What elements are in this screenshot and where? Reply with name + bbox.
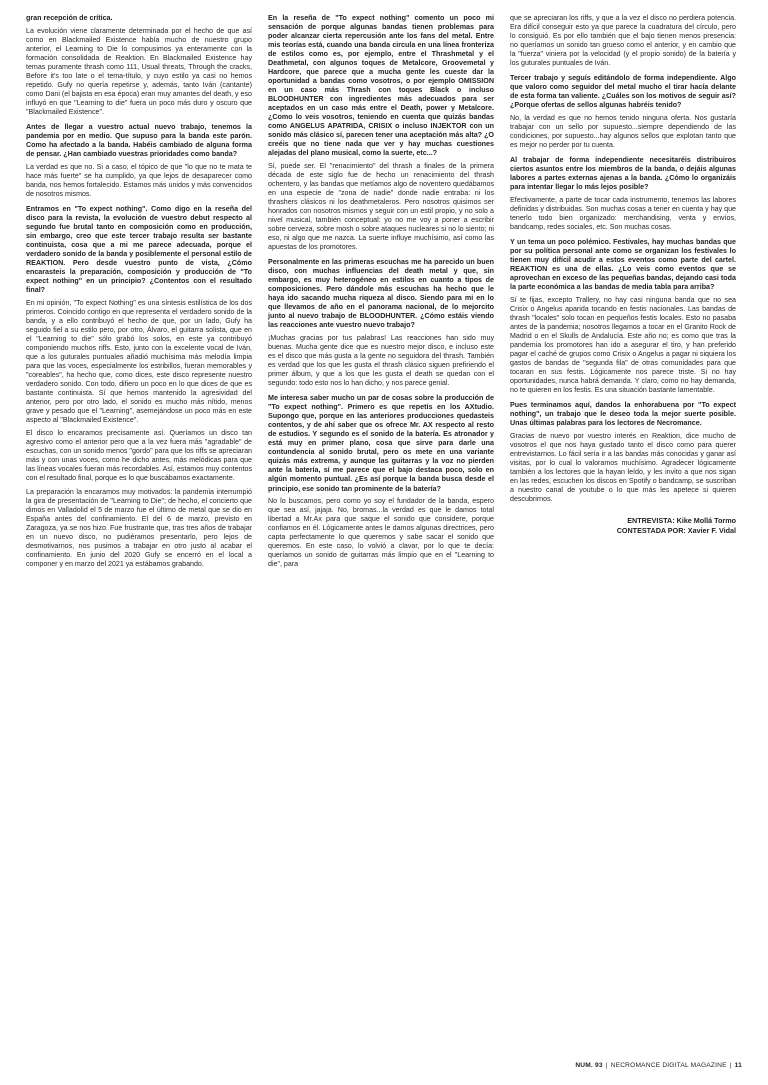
interview-question: Me interesa saber mucho un par de cosas sobre la producción de "To expect nothing". Primero es que repetís en los AXtudio. Supongo que, porque en las anteriores producciones quedasteis contentos, y de ahí saber que os ofrece Mr. AX respecto al resto de estudios. Y segundo es el sonido de la batería. Es atronador y está muy en primer plano, cosa que sirve para darle una contundencia al sonido brutal, pero os mete en una variante quizás más extrema, y aunque las guitarras y la voz no pierden ante la batería, sí me parece que el bajo destaca poco, solo en algún momento puntual. ¿Es así porque la banda busca desde el principio, ese sonido tan prominente de la batería? <box>268 394 494 493</box>
page-footer <box>575 1062 742 1069</box>
interview-answer: Sí te fijas, excepto Trallery, no hay casi ninguna banda que no sea Crisix o Angelus aparida tocando en festis nacionales. Las bandas de thrash "locales" solo tocan en pequeños festis locales. Esto no pasaba antes de la pandemia; nosotros llegamos a tocar en el Granito Rock de Madrid o en el Skulls de Andalucía. Este año no; es como que tras la pandemia los promotores han ido a asegurar el tiro, y han preferido pagar el caché de grupos como Crisix o Angelus a pagar ni siquiera los gastos de bandas de "segunda fila" de otras comunidades para que tocaran en sus festis. Lógicamente nos parece triste. Si no hay oportunidades, nunca habrá demanda. Y claro, como no hay demanda, no te quieren en los festis. Es una situación bastante lamentable. <box>510 296 736 395</box>
article-columns <box>26 14 742 1034</box>
interview-question: En la reseña de "To expect nothing" comento un poco mi sensación de porque algunas bandas tienen problemas para poder alcanzar cierta repercusión ante los fans del metal. Entre mis teorías está, cuando una banda circula en una línea fronteriza de estilos como es, por ejemplo, entre el Thrashmetal y el Deathmetal, con algunos toques de Metalcore, Groovemetal y Hardcore, que parece que a mucha gente les cueste dar la oportunidad a bandas como vosotros, o por ejemplo OMISSION en un caso más Thrash con toques Black o incluso BLOODHUNTER con ingredientes más adecuados para ser aceptados en un caso más entre el Death, power y Metalcore. ¿Como lo veis vosotros, teniendo en cuenta que quizás bandas como ANGELUS APATRIDA, CRISIX o incluso INJEKTOR con un sonido más clásico sí, parecen tener una aceptación más alta? ¿O creéis que no tiene nada que ver y hay muchas cuestiones alejadas del plano musical, como la suerte, etc...? <box>268 14 494 158</box>
footer-separator-2: | <box>729 1062 732 1069</box>
interview-question: Y un tema un poco polémico. Festivales, hay muchas bandas que por su política personal ante como se organizan los festivales lo tienen muy difícil acudir a estos eventos como parte del cartel. REAKTION es una de ellas. ¿Lo veis como eventos que se aprovechan en exceso de las pequeñas bandas, dejando casi toda la parte económica a las bandas de media tabla para arriba? <box>510 238 736 292</box>
article-column-2 <box>268 14 494 1034</box>
interview-answer: Gracias de nuevo por vuestro interés en Reaktion, dice mucho de vosotros el que nos haya gustado tanto el disco como para querer entrevistarnos. Lo fácil sería ir a las bandas más conocidas y ganar así visitas, por lo cual lo valoramos muchísimo. Agradecer lógicamente también a los lectores que la hayan leído, y les invito a que nos sigan en las redes, escuchen los discos en Spotify o bandcamp, se suscriban a nuestro canal de youtube o lo que más les apetece si quieren descubrirnos. <box>510 432 736 504</box>
interview-question: Pues terminamos aquí, dandos la enhorabuena por "To expect nothing", un trabajo que le deseo toda la mejor suerte posible. Unas últimas palabras para los lectores de Necromance. <box>510 401 736 428</box>
interview-answer: Sí, puede ser. El "renacimiento" del thrash a finales de la primera década de este siglo fue de hecho un renacimiento del thrash ochentero, y las bandas que metíamos algo de noventero quedábamos en una especie de "zona de nadie" donde nadie entraba: ni los thrashers clásicos ni los deathmetaleros. Pero nosotros quisimos ser honrados con nosotros mismos y seguir con un estil propio, y no solo a nivel musical, también conceptual: yo no me voy a poner a escribir sobre cerveza, sobre mosh o sobre ataques nucleares si no lo siento; ni eso, ni algo que me nazca. La suerte influye muchísimo, así como las apuestas de los promotores. <box>268 162 494 252</box>
article-column-3 <box>510 14 736 1034</box>
interview-answer: Efectivamente, a parte de tocar cada instrumento, tenemos las labores definidas y distribuidas. Son muchas cosas a tener en cuenta y hay que tenerlo todo bien organizado: merchandising, venta y envíos, bandcamp, redes sociales, etc. Son muchas cosas. <box>510 196 736 232</box>
interview-credits <box>510 516 736 535</box>
interview-answer: En mi opinión, "To expect Nothing" es una síntesis estilística de los dos primeros. Coincido contigo en que representa el verdadero sonido de la banda, y a ello contribuyó el hecho de que, por un lado, Gufy ha seguido fiel a su estilo pero, por otro, Álvaro, el guitarra solista, que en el "Learning to die" sólo grabó los solos, en este ya contribuyó componiendo muchos riffs. Esto, junto con la excelente vocal de Iván, que a los guturales puntuales añadió muchísima más melodía limpia para que las voces, especialmente los estribillos, fueran memorables y "coreables", ha hecho que, como dices, este disco represente nuestro verdadero sonido. Con todo, difiero un poco en lo que dices de que es bastante continuista. Sí que hemos mantenido la agresividad del anterior, pero por otro lado, el sonido es mucho más nítido, menos grave y pesado que el "Learning", asemejándose un poco más en este aspecto al "Blackmailed Existence". <box>26 299 252 425</box>
interview-question: Entramos en "To expect nothing". Como digo en la reseña del disco para la revista, la evolución de vuestro debut respecto al segundo fue brutal tanto en composición como en producción, sin embargo, creo que este tercer trabajo resulta ser bastante continuista, cosa que a mi me parece adecuada, porque el verdadero sonido de la banda y posiblemente el personal estilo de REAKTION. Pero desde vuestro punto de vista, ¿Cómo encarasteis la preparación, composición y producción de "To expect nothing" en un principio? ¿Contentos con el resultado final? <box>26 205 252 295</box>
interview-question: Personalmente en las primeras escuchas me ha parecido un buen disco, con muchas influencias del death metal y que, sin embargo, es muy heterogéneo en estilos en cuanto a tipos de composiciones. Pero dándole más escuchas ha hecho que le haya ido sacando mucha riqueza al disco. Siendo para mi en lo que llevamos de año en el panorama nacional, de lo mejorcito junto al nuevo trabajo de BLOODHUNTER. ¿Cómo estáis viendo las reacciones ante vuestro nuevo trabajo? <box>268 258 494 330</box>
interview-answer: que se apreciaran los riffs, y que a la vez el disco no perdiera potencia. Era difícil conseguir esto ya que parece la cuadratura del círculo, pero lo consiguió. Es por ello también que el bajo tienen menos presencia: no queríamos un sonido tan grueso como el anterior, y en cambio que la "fuerza" viniera por la velocidad (y el propio sonido) de la batería y los guturales puntuales de Iván. <box>510 14 736 67</box>
issue-number: NUM. 93 <box>575 1062 603 1069</box>
interview-answer: La evolución viene claramente determinada por el hecho de que así como en Blackmailed Existence había mucho de nuestro grupo anterior, el Learning to Die lo compusimos ya enteramente con la formación consolidada de Reaktion. En Blackmailed Existence hay temas puramente thrash como 111, Usual threats, Through the cracks, Before it's too late o el tema-título, y cuyo estilo ya casi no hemos repetido. Gufy no quería repetirse y, además, tanto Iván (cantante) como Dani (el bajista en esa época) eran muy amantes del death, y eso influyó en que "Learning to die" fuera un poco más duro y oscuro que "Blackmailed Existence". <box>26 26 252 116</box>
magazine-name: NECROMANCE DIGITAL MAGAZINE <box>610 1062 727 1069</box>
answered-credit-line <box>510 526 736 536</box>
interview-question: Tercer trabajo y seguís editándolo de forma independiente. Algo que valoro como seguidor del metal mucho el tirar hacía delante de esta forma tan valiente. ¿Cuáles son los motivos de seguir así? ¿Porque ofertas de sellos algunas habréis tenido? <box>510 74 736 110</box>
footer-separator: | <box>605 1062 608 1069</box>
article-column-1 <box>26 14 252 1034</box>
interview-answer: No, la verdad es que no hemos tenido ninguna oferta. Nos gustaría trabajar con un sello por supuesto...siempre dependiendo de las condiciones, por supuesto...hay algunos sellos que explotan tanto que es mejor no perder por tu cuenta. <box>510 114 736 150</box>
interview-label: ENTREVISTA: <box>627 516 675 526</box>
answered-label: CONTESTADA POR: <box>616 525 686 535</box>
interview-question: Antes de llegar a vuestro actual nuevo trabajo, tenemos la pandemia por en medio. Que supuso para la banda este parón. Como ha afectado a la banda. Habéis cambiado de alguna forma de pensar. ¿Han cambiado vuestras prioridades como banda? <box>26 123 252 159</box>
answered-value: Xavier F. Vidal <box>687 525 736 535</box>
interview-answer: ¡Muchas gracias por tus palabras! Las reacciones han sido muy buenas. Mucha gente dice que es nuestro mejor disco, e incluso este es el disco que más gusta a la gente no seguidora del thrash. También es verdad que los que les gusta el thrash clásico siguen prefiriendo el primer álbum, y que a los que les gusta el death se quedan con el segundo: todo esto nos lo han dicho, y nos parece genial. <box>268 334 494 388</box>
interview-answer: La preparación la encaramos muy motivados: la pandemia interrumpió la gira de presentación de "Learning to Die"; de hecho, el concierto que dimos en Valladolid el 5 de marzo fue el último de metal que se dio en España antes del confinamiento. El del 6 de marzo, previsto en Zaragoza, ya se nos hizo. Fue frustrante que, tras tres años de trabajar en un nuevo disco, no pudiéramos presentarlo, pero lejos de desmotivarnos, nos pusimos a trabajar en otro justo al acabar el confinamiento. En junio del 2020 Gufy se encerró en el local a componer y en marzo del 2021 ya estábamos grabando. <box>26 487 252 568</box>
page-number: 11 <box>734 1062 742 1069</box>
interview-value: Kike Mollá Tormo <box>676 516 736 526</box>
interview-credit-line <box>510 516 736 526</box>
interview-answer: La verdad es que no. Si a caso, el tópico de que "lo que no te mata te hace más fuerte" se ha cumplido, ya que lejos de desaparecer como banda, nos hemos fortalecido. Estamos más unidos y más convencidos de nosotros mismos. <box>26 162 252 198</box>
interview-question: gran recepción de crítica. <box>26 14 113 22</box>
interview-answer: No lo buscamos, pero como yo soy el fundador de la banda, espero que sea así, jajaja. No, bromas...la verdad es que le damos total libertad a Mr.Ax para que saque el sonido que considere, porque confiamos en él. Lógicamente antes le damos algunas directrices, pero capta perfectamente lo que queremos y sabe sacar el sonido que queremos. En este caso, lo volvió a clavar, por lo que te decía: queríamos un sonido de guitarras más limpio que en el "Learning to die", para <box>268 497 494 569</box>
interview-question: Al trabajar de forma independiente necesitaréis distribuiros ciertos asuntos entre los miembros de la banda, o dejáis algunas labores a partes externas ajenas a la banda. ¿Cómo lo organizáis para intentar llegar lo más lejos posible? <box>510 156 736 192</box>
interview-answer: El disco lo encaramos precisamente así. Queríamos un disco tan agresivo como el anterior pero que a la vez fuera más "agradable" de escuchas, con un sonido menos "gordo" para que los riffs se apreciaran más y con unas voces, como he dicho antes, más melódicas para que las líneas vocales fueran más recordables. Así, estamos muy contentos con el resultado final, porque es lo que buscábamos exactamente. <box>26 429 252 483</box>
